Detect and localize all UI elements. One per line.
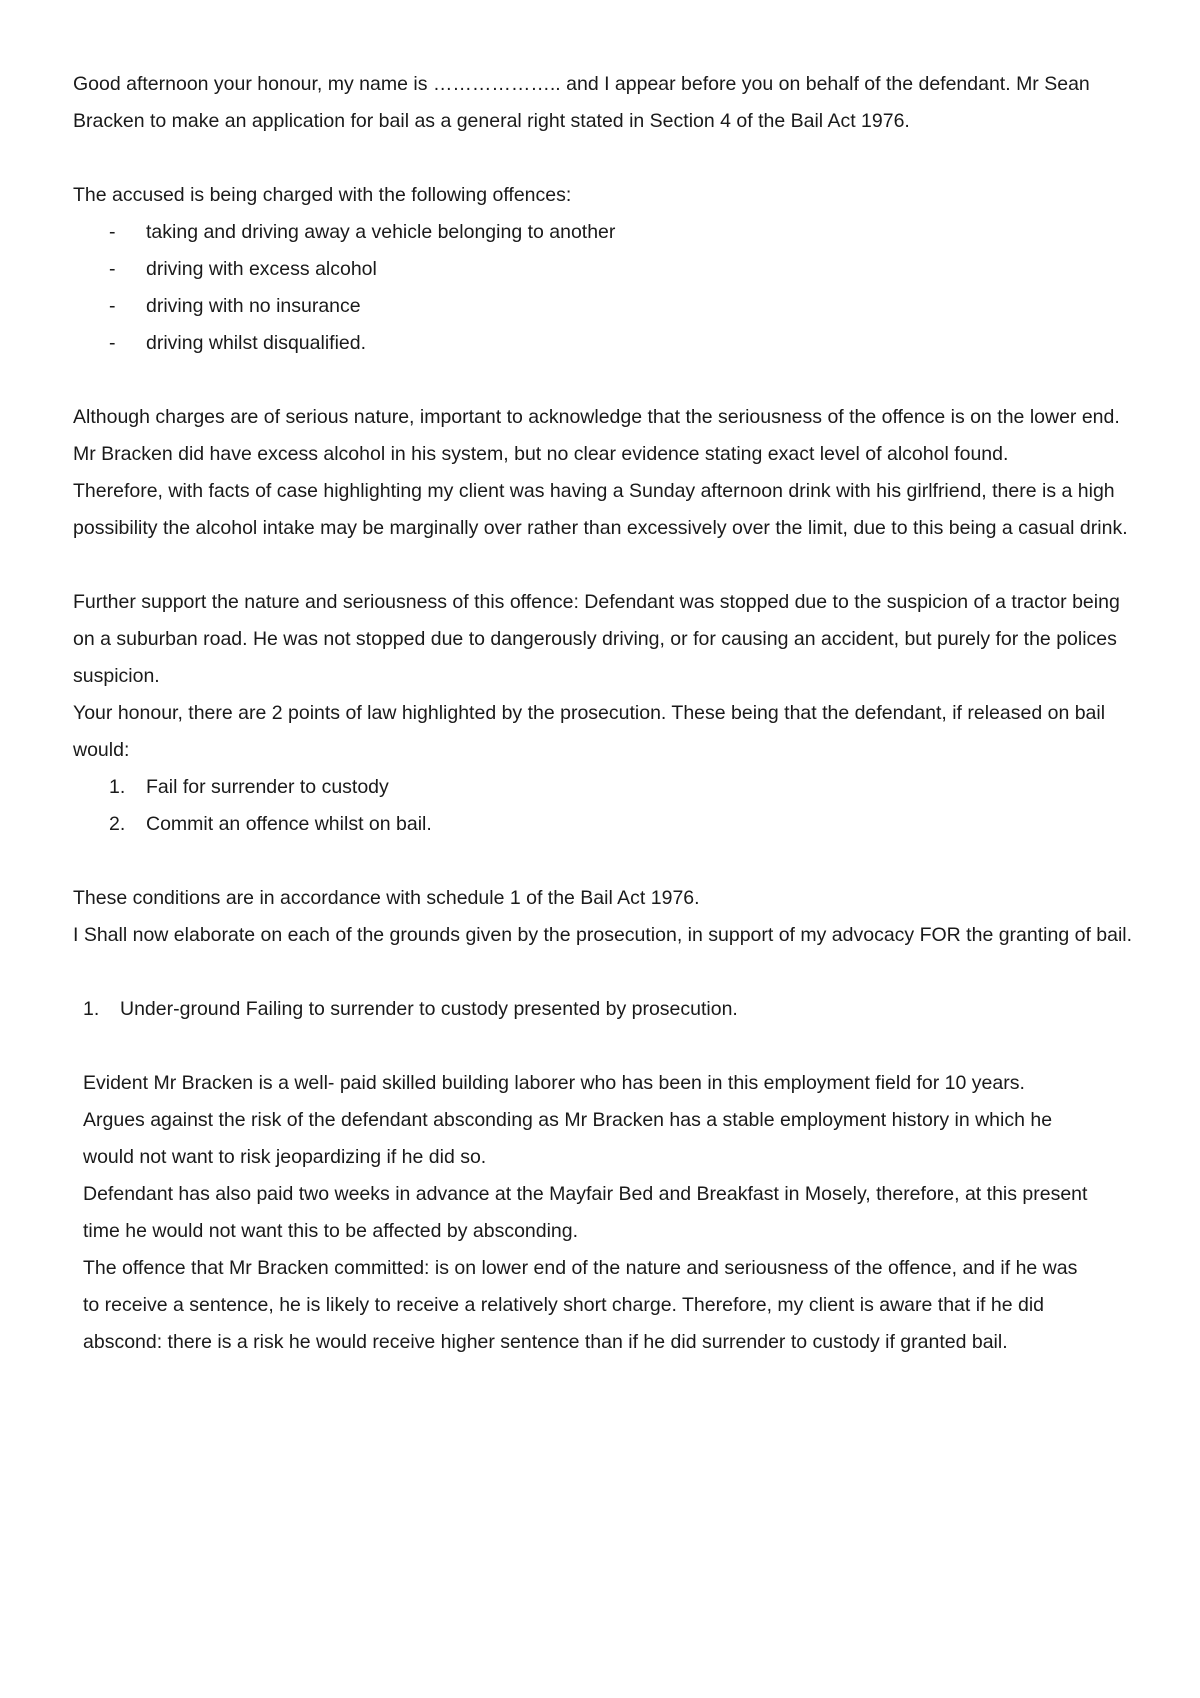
seriousness-paragraph-1: Although charges are of serious nature, important to acknowledge that the seriousness of the offence is on the lower end. [73, 406, 1120, 428]
grounds-list [73, 991, 1133, 1028]
ground-paragraph: The offence that Mr Bracken committed: is on lower end of the nature and seriousness of the offence, and if he was to receive a sentence, he is likely to receive a relatively short charge. Therefore, my client is aware that if he did abscond: there is a risk he would receive higher sentence than if he did surrender to custody if granted bail. [83, 1257, 1078, 1353]
number-marker: 1. [83, 998, 100, 1020]
points-of-law-list [73, 769, 1133, 843]
list-item [73, 769, 1133, 806]
spacer [73, 843, 1133, 880]
document-body [73, 66, 1133, 1361]
list-item-text: Fail for surrender to custody [146, 776, 389, 798]
spacer [73, 954, 1133, 991]
number-marker: 2. [109, 813, 126, 835]
ground-paragraph: Evident Mr Bracken is a well- paid skilled building laborer who has been in this employment field for 10 years. [83, 1072, 1025, 1094]
list-item-text: taking and driving away a vehicle belonging to another [146, 221, 616, 243]
list-item-text: Commit an offence whilst on bail. [146, 813, 432, 835]
ground-paragraph: Argues against the risk of the defendant absconding as Mr Bracken has a stable employment history in which he would not want to risk jeopardizing if he did so. [83, 1109, 1053, 1168]
spacer [73, 140, 1133, 177]
support-paragraph-1: Further support the nature and seriousness of this offence: Defendant was stopped due to the suspicion of a tractor being on a suburban road. He was not stopped due to dangerously driving, or for causing an accident, but purely for the polices suspicion. [73, 591, 1120, 687]
list-item-text: driving with no insurance [146, 295, 361, 317]
spacer [73, 1028, 1133, 1065]
charges-intro: The accused is being charged with the following offences: [73, 184, 572, 206]
conditions-paragraph-2: I Shall now elaborate on each of the grounds given by the prosecution, in support of my advocacy FOR the granting of bail. [73, 924, 1133, 946]
dash-marker: - [109, 221, 116, 243]
list-item [73, 288, 1133, 325]
list-item [73, 806, 1133, 843]
dash-marker: - [109, 332, 116, 354]
number-marker: 1. [109, 776, 126, 798]
seriousness-paragraph-3: Therefore, with facts of case highlighting my client was having a Sunday afternoon drink with his girlfriend, there is a high possibility the alcohol intake may be marginally over rather than excessively over the limit, due to this being a casual drink. [73, 480, 1128, 539]
dash-marker: - [109, 295, 116, 317]
list-item [73, 251, 1133, 288]
list-item-text: driving with excess alcohol [146, 258, 377, 280]
support-paragraph-2: Your honour, there are 2 points of law highlighted by the prosecution. These being that the defendant, if released on bail would: [73, 702, 1106, 761]
charges-list [73, 214, 1133, 362]
ground-paragraph: Defendant has also paid two weeks in advance at the Mayfair Bed and Breakfast in Mosely, therefore, at this present time he would not want this to be affected by absconding. [83, 1183, 1088, 1242]
list-item-text: driving whilst disqualified. [146, 332, 367, 354]
list-item [73, 214, 1133, 251]
spacer [73, 547, 1133, 584]
ground-heading-text: Under-ground Failing to surrender to custody presented by prosecution. [120, 998, 738, 1020]
dash-marker: - [109, 258, 116, 280]
ground-heading [73, 991, 1133, 1028]
list-item [73, 325, 1133, 362]
ground-1-body [73, 1065, 1133, 1361]
seriousness-paragraph-2: Mr Bracken did have excess alcohol in his system, but no clear evidence stating exact level of alcohol found. [73, 443, 1009, 465]
spacer [73, 362, 1133, 399]
conditions-paragraph-1: These conditions are in accordance with schedule 1 of the Bail Act 1976. [73, 887, 700, 909]
intro-paragraph: Good afternoon your honour, my name is ……………….. and I appear before you on behalf of the defendant. Mr Sean Bracken to make an application for bail as a general right stated in Section 4 of the Bail Act 1976. [73, 73, 1090, 132]
